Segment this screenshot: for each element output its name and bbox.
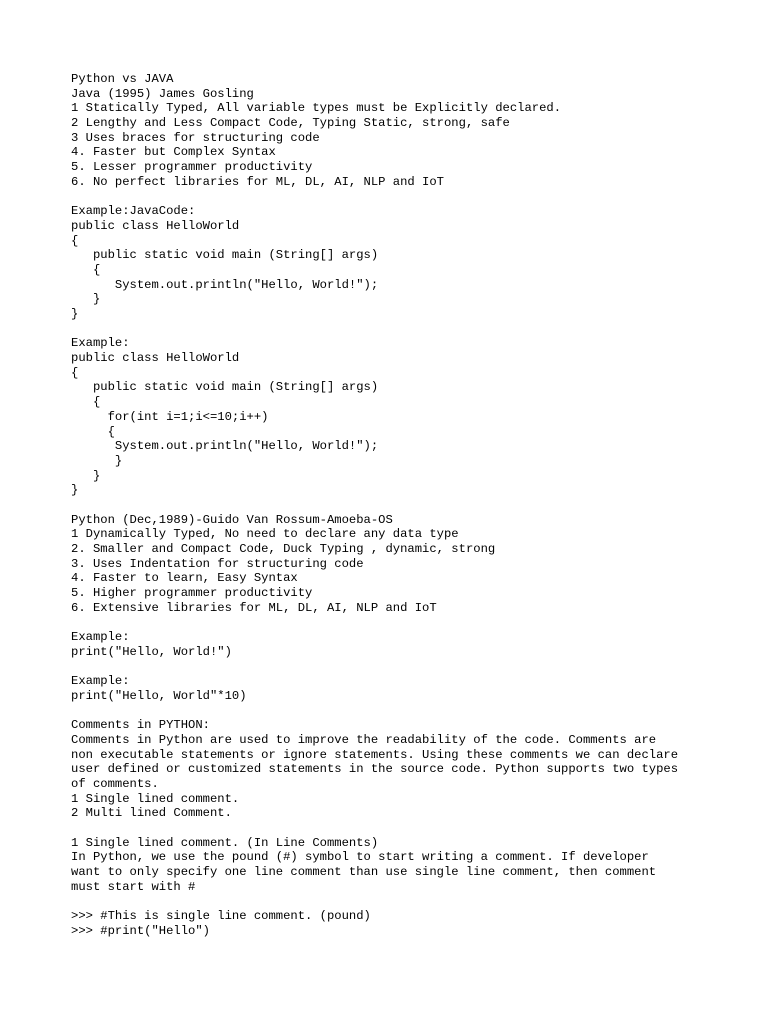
code-line: } — [71, 453, 123, 468]
blank-line — [71, 615, 721, 630]
code-line: } — [71, 292, 101, 307]
code-line: { — [71, 233, 79, 248]
comment-type-1: 1 Single lined comment. — [71, 791, 240, 806]
blank-line — [71, 821, 721, 836]
comments-paragraph-line: user defined or customized statements in the source code. Python supports two types — [71, 762, 679, 777]
blank-line — [71, 190, 721, 205]
code-line: print("Hello, World"*10) — [71, 688, 247, 703]
doc-title: Python vs JAVA — [71, 72, 174, 86]
code-line: { — [71, 395, 101, 410]
code-line: { — [71, 262, 101, 277]
blank-line — [71, 895, 721, 910]
python-point-2: 2. Smaller and Compact Code, Duck Typing , dynamic, strong — [71, 542, 496, 556]
code-line: print("Hello, World!") — [71, 644, 232, 659]
single-line-paragraph-line: must start with # — [71, 879, 196, 894]
code-line: { — [71, 424, 115, 439]
code-line: } — [71, 483, 79, 498]
code-line: public static void main (String[] args) — [71, 248, 379, 263]
code-line: } — [71, 307, 79, 321]
code-line: public static void main (String[] args) — [71, 380, 379, 395]
java-point-5: 5. Lesser programmer productivity — [71, 160, 313, 175]
code-line: { — [71, 365, 79, 380]
code-line: for(int i=1;i<=10;i++) — [71, 409, 269, 424]
blank-line — [71, 498, 721, 513]
java-example-label: Example:JavaCode: — [71, 204, 196, 219]
code-line: System.out.println("Hello, World!"); — [71, 277, 379, 292]
single-line-comment-heading: 1 Single lined comment. (In Line Comments) — [71, 835, 379, 850]
python-example-label: Example: — [71, 674, 130, 689]
java-heading: Java (1995) James Gosling — [71, 86, 254, 101]
python-point-1: 1 Dynamically Typed, No need to declare any data type — [71, 527, 459, 542]
repl-line: >>> #print("Hello") — [71, 923, 210, 938]
comments-paragraph-line: Comments in Python are used to improve the readability of the code. Comments are — [71, 732, 657, 747]
python-point-4: 4. Faster to learn, Easy Syntax — [71, 571, 298, 586]
java-point-4: 4. Faster but Complex Syntax — [71, 145, 276, 160]
java-point-2: 2 Lengthy and Less Compact Code, Typing Static, strong, safe — [71, 116, 510, 131]
repl-line: >>> #This is single line comment. (pound) — [71, 909, 371, 924]
java-point-6: 6. No perfect libraries for ML, DL, AI, NLP and IoT — [71, 174, 444, 189]
java-point-3: 3 Uses braces for structuring code — [71, 130, 320, 145]
python-example-label: Example: — [71, 630, 130, 645]
code-line: public class HelloWorld — [71, 351, 240, 366]
blank-line — [71, 660, 721, 675]
comment-type-2: 2 Multi lined Comment. — [71, 806, 232, 821]
single-line-paragraph-line: In Python, we use the pound (#) symbol to start writing a comment. If developer — [71, 850, 649, 865]
java-loop-example-label: Example: — [71, 336, 130, 351]
code-line: System.out.println("Hello, World!"); — [71, 439, 379, 454]
comments-paragraph-line: of comments. — [71, 777, 159, 791]
single-line-paragraph-line: want to only specify one line comment than use single line comment, then comment — [71, 865, 657, 880]
python-point-3: 3. Uses Indentation for structuring code — [71, 556, 364, 571]
python-heading: Python (Dec,1989)-Guido Van Rossum-Amoeba-OS — [71, 512, 393, 527]
comments-paragraph-line: non executable statements or ignore statements. Using these comments we can declare — [71, 747, 679, 762]
python-point-5: 5. Higher programmer productivity — [71, 586, 313, 601]
document-body — [71, 72, 721, 939]
java-point-1: 1 Statically Typed, All variable types must be Explicitly declared. — [71, 101, 562, 116]
code-line: public class HelloWorld — [71, 218, 240, 233]
blank-line — [71, 704, 721, 719]
code-line: } — [71, 468, 101, 483]
comments-heading: Comments in PYTHON: — [71, 718, 210, 733]
blank-line — [71, 322, 721, 337]
python-point-6: 6. Extensive libraries for ML, DL, AI, NLP and IoT — [71, 600, 437, 615]
